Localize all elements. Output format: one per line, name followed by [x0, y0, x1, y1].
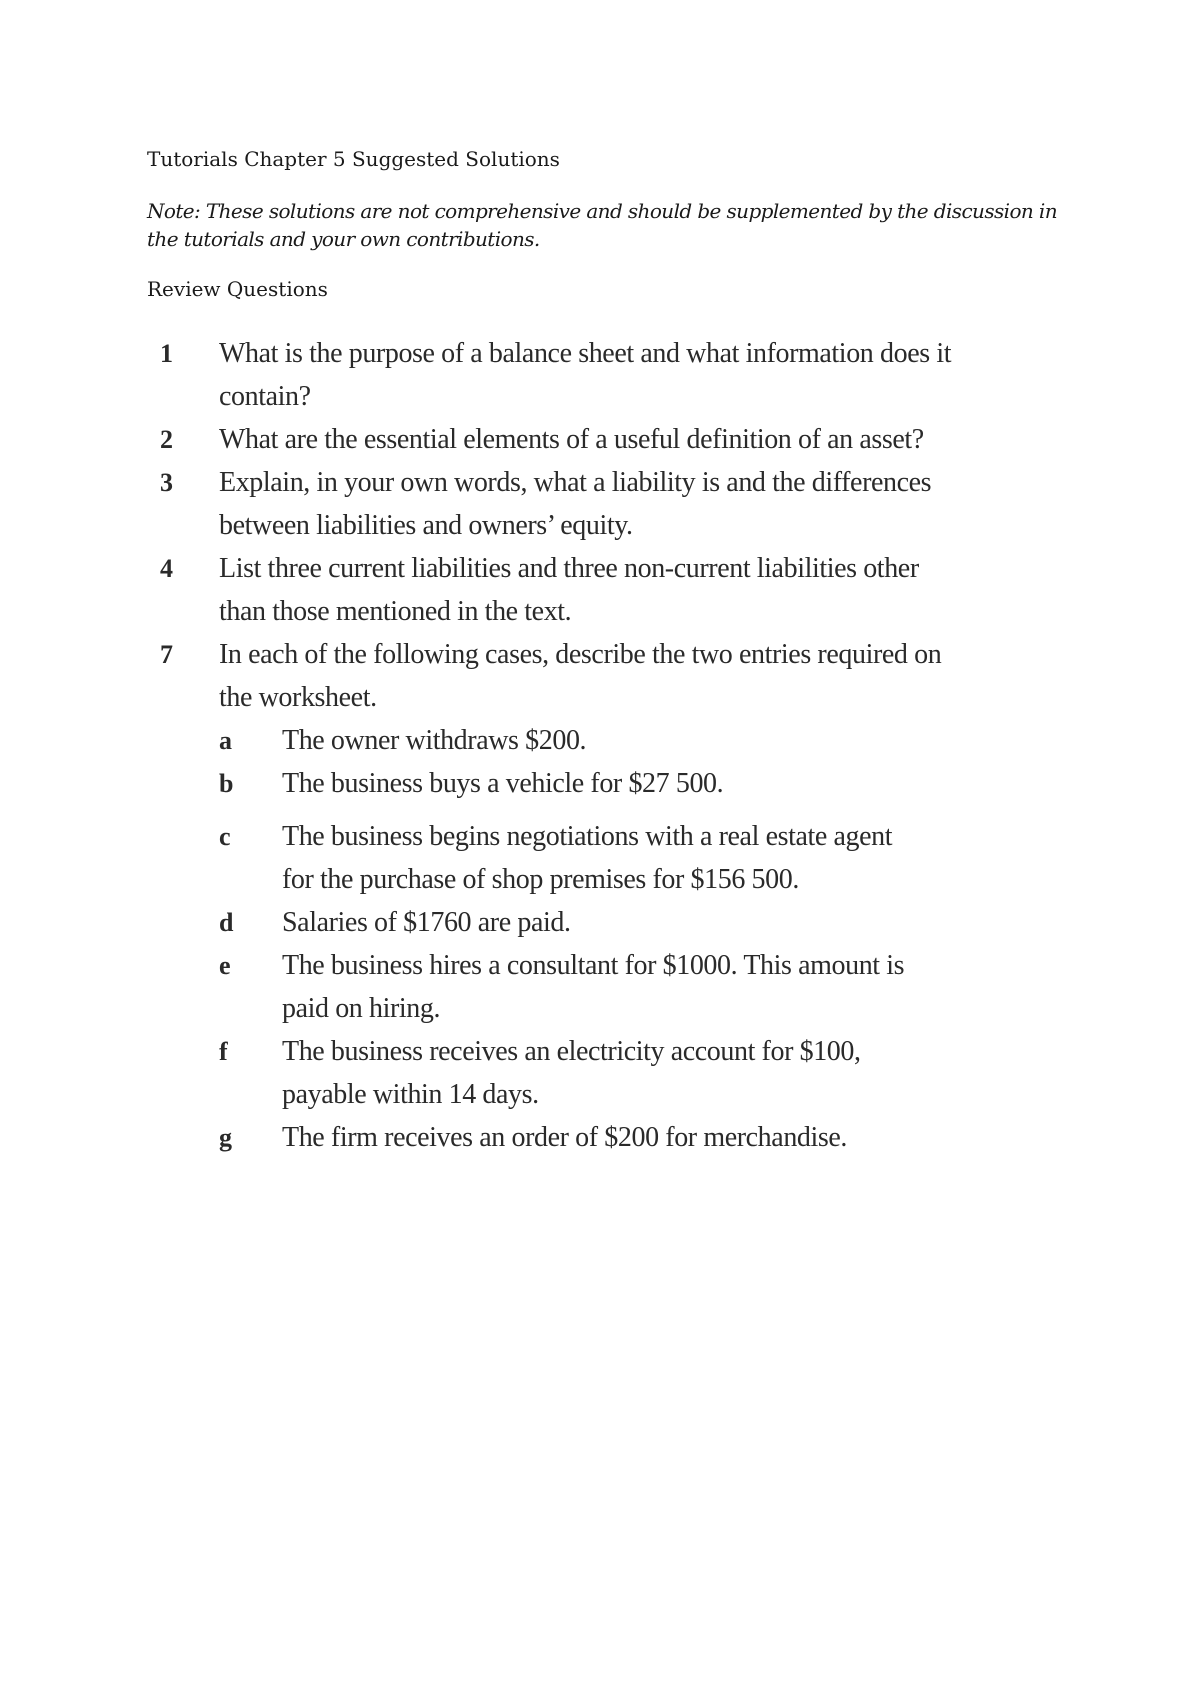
question-number: 3: [160, 468, 173, 497]
document-header: [147, 143, 1067, 305]
sub-question-item: [219, 815, 958, 901]
sub-question-list: [219, 719, 958, 1159]
sub-question-letter: g: [219, 1123, 232, 1152]
question-item: [158, 332, 958, 418]
sub-question-text: The owner withdraws $200.: [282, 725, 587, 756]
sub-question-letter: c: [219, 822, 231, 851]
question-number: 7: [160, 640, 173, 669]
question-text: What are the essential elements of a useful definition of an asset?: [219, 424, 924, 455]
page-title: Tutorials Chapter 5 Suggested Solutions: [147, 147, 560, 171]
sub-question-item: [219, 1116, 958, 1159]
sub-question-letter: a: [219, 726, 232, 755]
sub-question-item: [219, 944, 958, 1030]
sub-question-item: [219, 901, 958, 944]
sub-question-letter: d: [219, 908, 234, 937]
question-item: [158, 461, 958, 547]
question-text: Explain, in your own words, what a liability is and the differences between liabilities and owners’ equity.: [219, 467, 932, 541]
question-text: What is the purpose of a balance sheet and what information does it contain?: [219, 338, 952, 412]
question-text: List three current liabilities and three non-current liabilities other than those mentioned in the text.: [219, 553, 919, 627]
question-number: 2: [160, 425, 173, 454]
question-body: [219, 633, 958, 1159]
sub-question-text: The business receives an electricity account for $100, payable within 14 days.: [282, 1036, 861, 1110]
question-item: [158, 418, 958, 461]
sub-question-letter: f: [219, 1037, 228, 1066]
review-questions-list: [158, 332, 958, 1159]
sub-question-item: [219, 1030, 958, 1116]
section-heading-review-questions: Review Questions: [147, 277, 328, 301]
sub-question-item: [219, 762, 958, 805]
solutions-note: Note: These solutions are not comprehensive and should be supplemented by the discussion in the tutorials and your own contributions.: [147, 199, 1058, 251]
question-number: 1: [160, 339, 173, 368]
sub-question-letter: b: [219, 769, 234, 798]
question-number: 4: [160, 554, 173, 583]
sub-question-text: The firm receives an order of $200 for merchandise.: [282, 1122, 848, 1153]
sub-question-text: The business hires a consultant for $1000. This amount is paid on hiring.: [282, 950, 905, 1024]
sub-question-text: Salaries of $1760 are paid.: [282, 907, 571, 938]
question-item: [158, 547, 958, 633]
sub-question-item: [219, 719, 958, 762]
sub-question-letter: e: [219, 951, 231, 980]
question-text: In each of the following cases, describe the two entries required on the worksheet.: [219, 639, 942, 713]
sub-question-text: The business buys a vehicle for $27 500.: [282, 768, 724, 799]
sub-question-text: The business begins negotiations with a real estate agent for the purchase of shop premises for $156 500.: [282, 821, 893, 895]
question-item: [158, 633, 958, 1159]
